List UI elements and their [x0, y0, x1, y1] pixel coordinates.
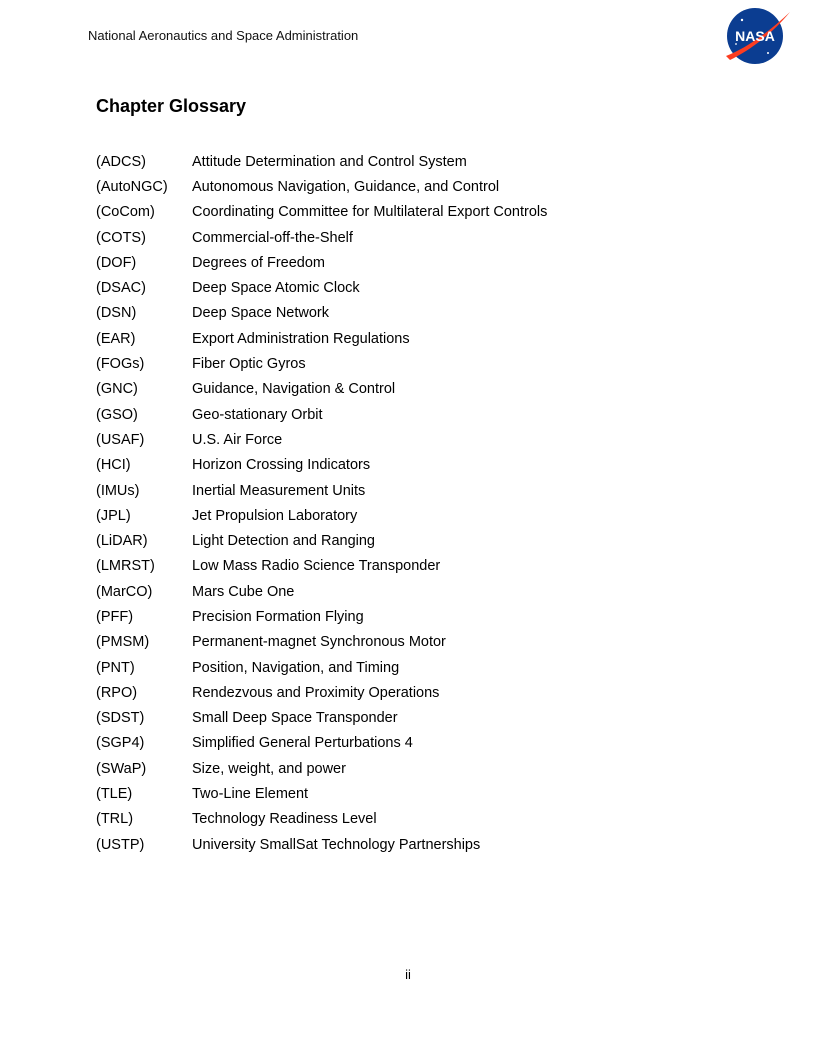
nasa-logo-text: NASA: [735, 28, 775, 44]
glossary-term: Position, Navigation, and Timing: [192, 659, 400, 676]
glossary-abbreviation: (PMSM): [96, 634, 150, 651]
glossary-term: Geo-stationary Orbit: [192, 406, 323, 423]
glossary-abbreviation: (ADCS): [96, 153, 146, 170]
glossary-abbreviation: (SGP4): [96, 735, 145, 752]
glossary-abbreviation: (USTP): [96, 836, 145, 853]
glossary-entry: [96, 453, 716, 478]
glossary-term: Size, weight, and power: [192, 760, 346, 777]
glossary-entry: [96, 706, 716, 731]
glossary-term: Rendezvous and Proximity Operations: [192, 684, 440, 701]
glossary-term: Small Deep Space Transponder: [192, 710, 398, 727]
glossary-abbreviation: (GNC): [96, 381, 138, 398]
glossary-abbreviation: (IMUs): [96, 482, 140, 499]
glossary-term: Coordinating Committee for Multilateral Export Controls: [192, 204, 548, 221]
glossary-term: Two-Line Element: [192, 786, 309, 803]
glossary-term: Light Detection and Ranging: [192, 533, 375, 550]
glossary-abbreviation: (GSO): [96, 406, 138, 423]
glossary-entry: [96, 655, 716, 680]
glossary-entry: [96, 275, 716, 300]
glossary-entry: [96, 807, 716, 832]
glossary-entry: [96, 528, 716, 553]
glossary-term: Deep Space Network: [192, 305, 330, 322]
glossary-abbreviation: (RPO): [96, 684, 138, 701]
glossary-term: U.S. Air Force: [192, 431, 283, 448]
glossary-term: Attitude Determination and Control System: [192, 153, 467, 170]
glossary-entry: [96, 832, 716, 857]
glossary-abbreviation: (DOF): [96, 254, 137, 271]
glossary-entry: [96, 250, 716, 275]
glossary-abbreviation: (CoCom): [96, 204, 155, 221]
glossary-abbreviation: (LiDAR): [96, 533, 148, 550]
page-title: Chapter Glossary: [96, 96, 247, 116]
glossary-abbreviation: (JPL): [96, 507, 131, 524]
glossary-abbreviation: (FOGs): [96, 356, 145, 373]
glossary-term: Inertial Measurement Units: [192, 482, 366, 499]
glossary-abbreviation: (SWaP): [96, 760, 147, 777]
glossary-entry: [96, 225, 716, 250]
header-organization: National Aeronautics and Space Administration: [88, 28, 359, 43]
glossary-abbreviation: (EAR): [96, 330, 136, 347]
glossary-term: Mars Cube One: [192, 583, 295, 600]
glossary-term: Low Mass Radio Science Transponder: [192, 558, 441, 575]
glossary-entry: [96, 604, 716, 629]
glossary-abbreviation: (DSAC): [96, 280, 146, 297]
glossary-abbreviation: (TRL): [96, 811, 134, 828]
glossary-entry: [96, 149, 716, 174]
glossary-entry: [96, 680, 716, 705]
glossary-entry: [96, 503, 716, 528]
glossary-term: Autonomous Navigation, Guidance, and Control: [192, 178, 500, 195]
glossary-abbreviation: (DSN): [96, 305, 137, 322]
glossary-term: Deep Space Atomic Clock: [192, 280, 360, 297]
glossary-list: [96, 149, 716, 857]
glossary-entry: [96, 427, 716, 452]
glossary-term: Degrees of Freedom: [192, 254, 325, 271]
glossary-abbreviation: (MarCO): [96, 583, 153, 600]
glossary-entry: [96, 326, 716, 351]
glossary-abbreviation: (LMRST): [96, 558, 155, 575]
glossary-entry: [96, 478, 716, 503]
glossary-entry: [96, 756, 716, 781]
glossary-abbreviation: (PNT): [96, 659, 135, 676]
glossary-entry: [96, 579, 716, 604]
glossary-entry: [96, 781, 716, 806]
glossary-term: Guidance, Navigation & Control: [192, 381, 396, 398]
page-number: ii: [405, 967, 411, 982]
glossary-entry: [96, 200, 716, 225]
glossary-term: Fiber Optic Gyros: [192, 356, 306, 373]
glossary-entry: [96, 402, 716, 427]
glossary-term: Technology Readiness Level: [192, 811, 377, 828]
glossary-term: Commercial-off-the-Shelf: [192, 229, 353, 246]
glossary-abbreviation: (SDST): [96, 710, 145, 727]
glossary-abbreviation: (USAF): [96, 431, 145, 448]
glossary-term: University SmallSat Technology Partnerships: [192, 836, 481, 853]
glossary-abbreviation: (PFF): [96, 608, 134, 625]
glossary-entry: [96, 630, 716, 655]
glossary-term: Export Administration Regulations: [192, 330, 410, 347]
glossary-entry: [96, 377, 716, 402]
nasa-logo: [722, 6, 792, 66]
glossary-entry: [96, 174, 716, 199]
glossary-abbreviation: (AutoNGC): [96, 178, 168, 195]
glossary-entry: [96, 554, 716, 579]
glossary-term: Horizon Crossing Indicators: [192, 457, 371, 474]
glossary-term: Permanent-magnet Synchronous Motor: [192, 634, 446, 651]
glossary-entry: [96, 301, 716, 326]
glossary-abbreviation: (COTS): [96, 229, 146, 246]
glossary-term: Precision Formation Flying: [192, 608, 364, 625]
glossary-abbreviation: (HCI): [96, 457, 131, 474]
nasa-logo-star: [767, 52, 769, 54]
glossary-abbreviation: (TLE): [96, 786, 133, 803]
nasa-logo-star: [741, 19, 743, 21]
glossary-entry: [96, 731, 716, 756]
glossary-term: Jet Propulsion Laboratory: [192, 507, 358, 524]
glossary-term: Simplified General Perturbations 4: [192, 735, 413, 752]
glossary-entry: [96, 351, 716, 376]
